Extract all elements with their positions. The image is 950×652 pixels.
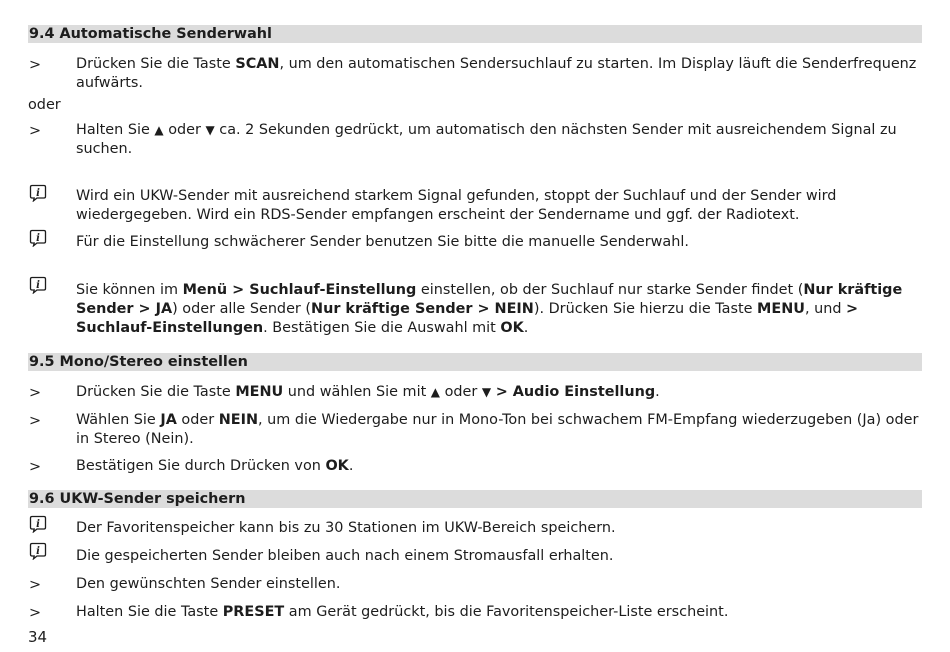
info-icon (29, 276, 47, 294)
list-marker: > (29, 413, 42, 429)
info-text: Sie können im Menü > Suchlauf-Einstellung einstellen, ob der Suchlauf nur starke Sender findet (Nur kräftige Sender > JA) oder alle Sender (Nur kräftige Sender > NEIN). Drücken Sie hierzu die Taste MENU, und > Suchlauf-Einstellungen. Bestätigen Sie die Auswahl mit OK. (76, 282, 903, 336)
instruction-text: Halten Sie die Taste PRESET am Gerät gedrückt, bis die Favoritenspeicher-Liste erscheint. (76, 604, 729, 620)
instruction-text: Drücken Sie die Taste MENU und wählen Sie mit ▲ oder ▼ > Audio Einstellung. (76, 384, 660, 400)
svg-text:i: i (36, 279, 40, 291)
section-heading: 9.6 UKW-Sender speichern (28, 490, 922, 508)
info-icon (29, 229, 47, 247)
info-text: Für die Einstellung schwächerer Sender benutzen Sie bitte die manuelle Senderwahl. (76, 234, 689, 250)
list-marker: > (29, 57, 42, 73)
down-arrow-icon: ▼ (205, 123, 215, 137)
page-number: 34 (28, 628, 48, 646)
instruction-text: Drücken Sie die Taste SCAN, um den automatischen Sendersuchlauf zu starten. Im Display läuft die Senderfrequenz aufwärts. (76, 56, 917, 91)
info-text: Die gespeicherten Sender bleiben auch nach einem Stromausfall erhalten. (76, 548, 614, 564)
up-arrow-icon: ▲ (430, 385, 441, 399)
oder-text: oder (28, 97, 61, 113)
info-icon (29, 184, 47, 202)
section-heading: 9.4 Automatische Senderwahl (28, 25, 922, 43)
svg-text:i: i (36, 232, 40, 244)
info-icon (29, 542, 47, 560)
svg-text:i: i (36, 187, 40, 199)
svg-text:i: i (36, 518, 40, 530)
section-heading: 9.5 Mono/Stereo einstellen (28, 353, 922, 371)
list-marker: > (29, 577, 42, 593)
instruction-text: Den gewünschten Sender einstellen. (76, 576, 341, 592)
instruction-text: Wählen Sie JA oder NEIN, um die Wiedergabe nur in Mono-Ton bei schwachem FM-Empfang wiederzugeben (Ja) oder in Stereo (Nein). (76, 412, 919, 447)
list-marker: > (29, 605, 42, 621)
svg-text:i: i (36, 545, 40, 557)
down-arrow-icon: ▼ (481, 385, 492, 399)
info-text: Wird ein UKW-Sender mit ausreichend starkem Signal gefunden, stoppt der Suchlauf und der Sender wird wiedergegeben. Wird ein RDS-Sender empfangen erscheint der Sendername und ggf. der Radiotext. (76, 188, 837, 223)
list-marker: > (29, 123, 42, 139)
list-marker: > (29, 459, 42, 475)
up-arrow-icon: ▲ (154, 123, 164, 137)
info-text: Der Favoritenspeicher kann bis zu 30 Stationen im UKW-Bereich speichern. (76, 520, 616, 536)
list-marker: > (29, 385, 42, 401)
info-icon (29, 515, 47, 533)
instruction-text: Halten Sie ▲ oder ▼ ca. 2 Sekunden gedrückt, um automatisch den nächsten Sender mit ausreichendem Signal zu suchen. (76, 122, 897, 157)
instruction-text: Bestätigen Sie durch Drücken von OK. (76, 458, 354, 474)
